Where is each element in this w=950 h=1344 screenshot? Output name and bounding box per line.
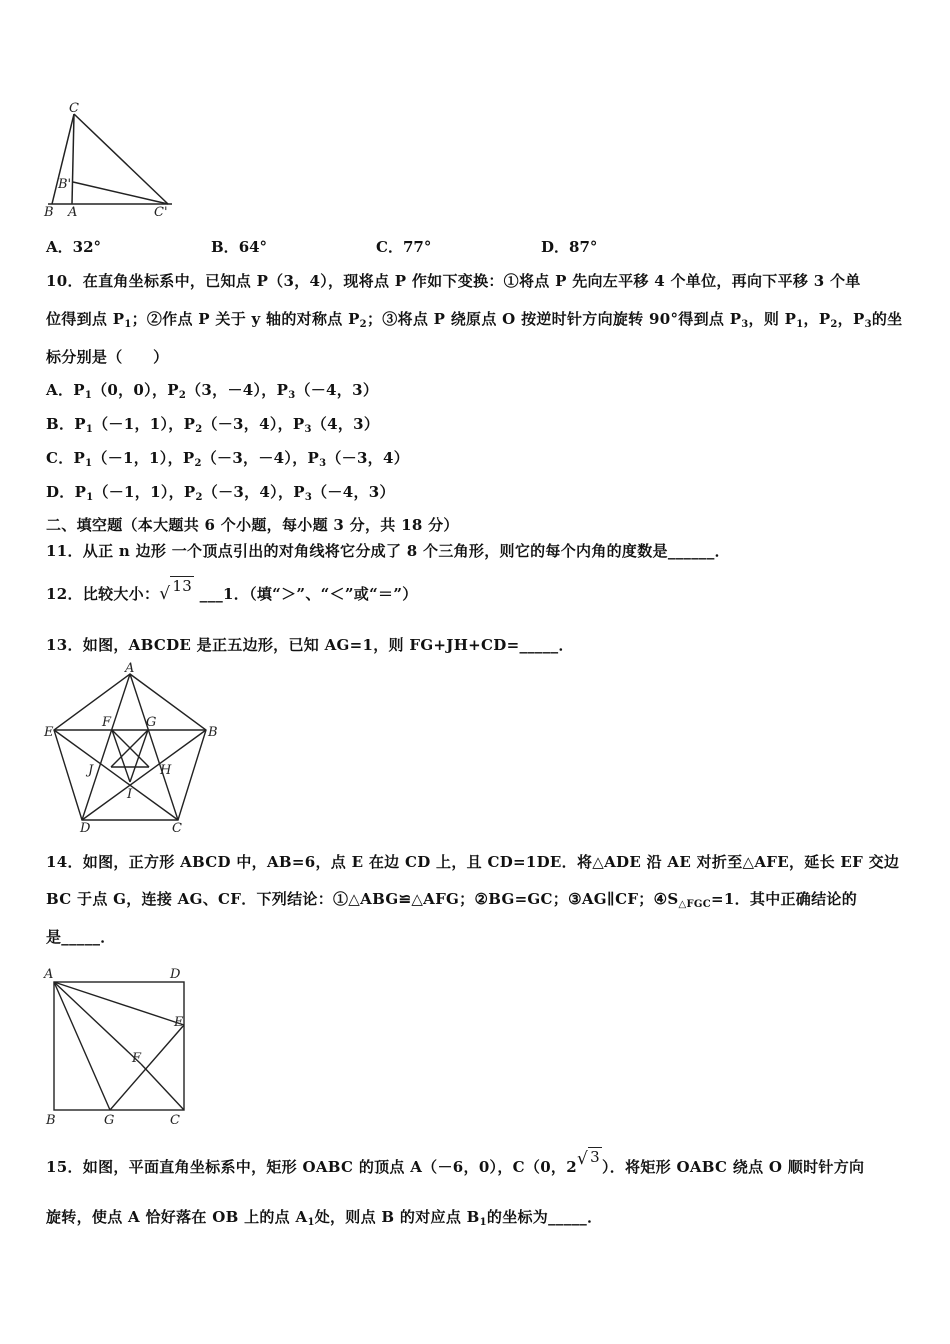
q10-line1: 10．在直角坐标系中，已知点 P（3，4），现将点 P 作如下变换：①将点 P 先向左平移 4 个单位，再向下平移 3 个单 [46,272,861,290]
q9-option-d: D．87° [541,238,598,256]
label-A: A [125,661,135,676]
label-I: I [127,787,133,802]
label-F: F [132,1051,142,1066]
q14-square-figure [40,962,200,1126]
label-H: H [160,763,172,778]
q9-triangle-figure [40,100,180,220]
q14-line3: 是_____． [46,928,116,946]
label-E: E [174,1015,184,1030]
q10-option-d: D．$P_1(-1$，1），$P_2(-3$，4），$P_3(-4$，3） [46,483,395,503]
q10-line2: 位得到点 $P_1$；②作点 P 关于 y 轴的对称点 $P_2$；③将点 P 绕原点 O 按逆时针方向旋转 90°得到点 $P_3$，则 $P_1$，$P_2$，$P_3$的坐 [46,310,903,330]
q10-option-c: C．$P_1(-1$，1），$P_2(-3$，－4），$P_3(-3$，4） [46,449,410,469]
q10-option-a: A．$P_1(0$，0），$P_2(3$，－4），$P_3(-4$，3） [46,381,379,401]
q15-line1: 15．如图，平面直角坐标系中，矩形 OABC 的顶点 A（－6，0），C（0，2√ 3）．将矩形 OABC 绕点 O 顺时针方向 [46,1148,865,1176]
q9-option-c: C．77° [376,238,432,256]
sqrt-symbol: √ [576,1149,589,1169]
label-A: A [44,967,54,982]
label-F: F [102,715,112,730]
label-C: C [170,1113,180,1126]
section-2-heading: 二、填空题（本大题共 6 个小题，每小题 3 分，共 18 分） [46,516,459,534]
label-B-prime: B' [58,177,72,192]
label-C-prime: C' [154,205,168,220]
label-B: B [44,205,54,220]
q13-text: 13．如图，ABCDE 是正五边形，已知 AG=1，则 FG+JH+CD=_____． [46,636,574,654]
q10-line3: 标分别是（ ） [46,348,169,366]
q15-line2: 旋转，使点 A 恰好落在 OB 上的点 $A_1$处，则点 B 的对应点 $B_1$的坐标为_____． [46,1208,603,1228]
q14-line1: 14．如图，正方形 ABCD 中，AB=6，点 E 在边 CD 上，且 CD=1DE．将△ADE 沿 AE 对折至△AFE，延长 EF 交边 [46,853,900,871]
q10-option-b: B．$P_1(-1$，1），$P_2(-3$，4），$P_3(4$，3） [46,415,380,435]
label-C: C [172,821,182,836]
label-D: D [80,821,91,836]
label-C: C [69,101,79,116]
label-E: E [44,725,54,740]
label-B: B [208,725,218,740]
label-G: G [146,715,157,730]
q11-text: 11．从正 n 边形 一个顶点引出的对角线将它分成了 8 个三角形，则它的每个内角的度数是______． [46,542,730,560]
q14-line2: BC 于点 G，连接 AG、CF．下列结论：①△ABG≌△AFG；②BG=GC；③AG∥CF；$④S_{\triangle FGC}=1$．其中正确结论的 [46,890,857,910]
q15-radicand: 3 [590,1148,600,1166]
label-B: B [46,1113,56,1126]
label-G: G [104,1113,115,1126]
sqrt-symbol: √ [159,584,171,604]
q9-option-a: A．32° [46,238,102,256]
label-J: J [88,763,94,778]
q12-radicand: 13 [172,577,193,595]
label-D: D [170,967,181,982]
label-A: A [68,205,78,220]
q12-text: 12．比较大小：√ 13 ___1．（填“＞”、“＜”或“＝”） [46,577,418,604]
q13-pentagon-figure [42,660,222,838]
q9-option-b: B．64° [211,238,268,256]
